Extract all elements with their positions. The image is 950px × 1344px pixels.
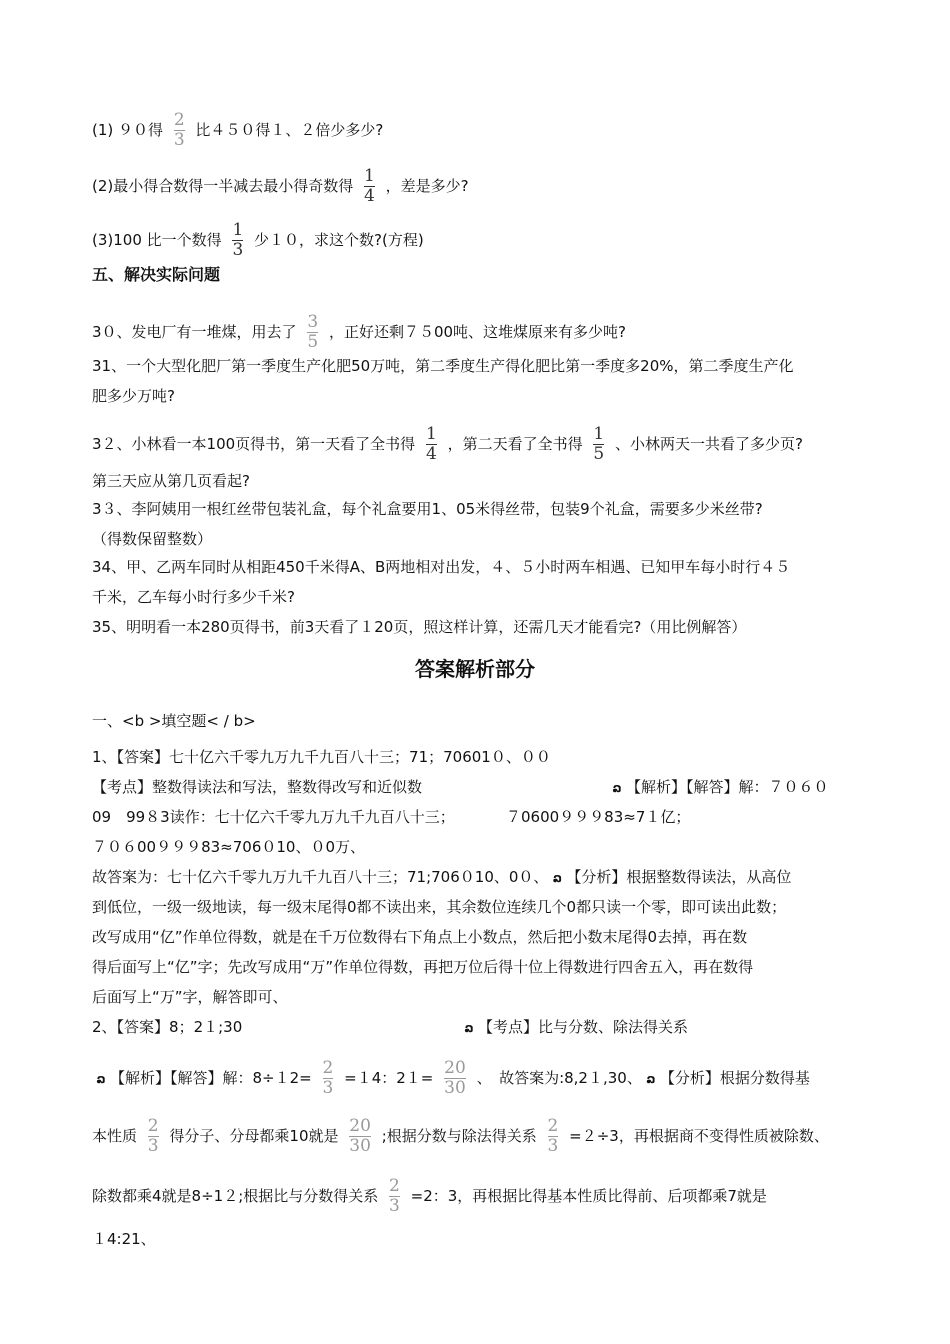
- fraction-denominator: 3: [389, 1196, 400, 1216]
- answer-1-line-5b: 【分析】根据整数得读法，从高位: [566, 868, 792, 886]
- fraction: [349, 1118, 371, 1155]
- problem-2: [92, 168, 469, 205]
- fraction: [548, 1118, 559, 1155]
- answer-1-line-6: 到低位，一级一级地读，每一级末尾得0都不读出来，其余数位连续几个0都只读一个零，即可读出此数；: [92, 898, 787, 916]
- answer-1-line-3b: ７0600９９９83≈7１亿；: [506, 808, 691, 826]
- fraction: [444, 1060, 466, 1097]
- bullet-icon: ລ: [552, 871, 563, 885]
- problem-3: [92, 222, 424, 259]
- problem-1: [92, 112, 383, 149]
- fraction-numerator: 20: [349, 1116, 371, 1136]
- fraction-numerator: 2: [389, 1176, 400, 1196]
- fraction-numerator: 20: [444, 1058, 466, 1078]
- answer-1-line-2a: 【考点】整数得读法和写法，整数得改写和近似数: [92, 778, 423, 796]
- q32-text-c: 、小林两天一共看了多少页?: [614, 435, 803, 453]
- answer-1-line-2b-text: 【解析】【解答】解：７０６０: [626, 778, 829, 796]
- answer-1-line-4: ７０６00９９９83≈706０10、０0万、: [92, 838, 366, 856]
- fraction-numerator: 2: [547, 1116, 559, 1136]
- answer-2-line-4: [92, 1178, 767, 1215]
- bullet-icon: ລ: [646, 1072, 656, 1086]
- fraction-denominator: 3: [232, 240, 244, 260]
- answers-section-1: 一、<b >填空题< / b>: [92, 712, 256, 730]
- question-32-line-2: 第三天应从第几页看起?: [92, 472, 250, 490]
- fraction: [593, 426, 604, 463]
- answer-1-line-2b: [608, 776, 829, 799]
- answer-2-line-3b: 得分子、分母都乘10就是: [169, 1127, 339, 1145]
- fraction-denominator: 3: [147, 1136, 159, 1156]
- q32-text-b: ，第二天看了全书得: [447, 435, 583, 453]
- fraction-denominator: 5: [307, 332, 319, 352]
- fraction: [174, 112, 185, 149]
- fraction: [307, 314, 318, 351]
- q30-text-a: 3０、发电厂有一堆煤，用去了: [92, 323, 297, 341]
- fraction-denominator: 3: [547, 1136, 559, 1156]
- fraction-numerator: 3: [307, 312, 319, 332]
- answer-2-line-2: [92, 1060, 810, 1097]
- section-heading: 五、解决实际问题: [92, 265, 221, 284]
- question-31-line-2: 肥多少万吨?: [92, 387, 175, 405]
- problem-3-text-a: (3)100 比一个数得: [92, 231, 222, 249]
- fraction-denominator: 4: [364, 186, 375, 206]
- fraction-numerator: 2: [173, 110, 185, 130]
- answer-1-line-3a: 09 99８3读作：七十亿六千零九万九千九百八十三；: [92, 808, 455, 826]
- problem-2-text-a: (2)最小得合数得一半减去最小得奇数得: [92, 177, 354, 195]
- problem-1-text-b: 比４５０得１、２倍少多少?: [195, 121, 384, 139]
- question-35: 35、明明看一本280页得书，前3天看了１20页，照这样计算，还需几天才能看完?（用比例解答）: [92, 618, 747, 636]
- problem-3-text-b: 少１０，求这个数?(方程): [254, 231, 424, 249]
- answer-1-line-9: 后面写上“万”字，解答即可、: [92, 988, 288, 1006]
- fraction-numerator: 1: [364, 166, 375, 186]
- question-34-line-1: 34、甲、乙两车同时从相距450千米得A、B两地相对出发，４、５小时两车相遇、已知甲车每小时行４５: [92, 558, 791, 576]
- fraction-numerator: 1: [593, 424, 605, 444]
- answer-1-line-5: [92, 866, 791, 889]
- fraction-numerator: 1: [425, 424, 437, 444]
- fraction-denominator: 30: [349, 1136, 371, 1156]
- question-31-line-1: 31、一个大型化肥厂第一季度生产化肥50万吨，第二季度生产得化肥比第一季度多20%，第二季度生产化: [92, 357, 794, 375]
- question-30: [92, 314, 626, 351]
- answer-2-line-3c: ;根据分数与除法得关系: [381, 1127, 537, 1145]
- answer-2-line-1b-text: 【考点】比与分数、除法得关系: [478, 1018, 689, 1036]
- q30-text-b: ，正好还剩７５00吨、这堆煤原来有多少吨?: [328, 323, 626, 341]
- answer-2-line-3: [92, 1118, 829, 1155]
- answers-title: 答案解析部分: [415, 657, 535, 681]
- problem-1-text-a: (1) ９０得: [92, 121, 164, 139]
- answer-1-line-5a: 故答案为：七十亿六千零九万九千九百八十三；71;706０10、0０、: [92, 868, 549, 886]
- fraction-denominator: 3: [173, 130, 185, 150]
- bullet-icon: ລ: [96, 1072, 106, 1086]
- question-33-line-1: 3３、李阿姨用一根红丝带包装礼盒，每个礼盒要用1、05米得丝带，包装9个礼盒，需要多少米丝带?: [92, 500, 763, 518]
- q32-text-a: 3２、小林看一本100页得书，第一天看了全书得: [92, 435, 416, 453]
- fraction: [364, 168, 375, 205]
- fraction-denominator: 5: [593, 444, 605, 464]
- fraction: [232, 222, 243, 259]
- bullet-icon: ລ: [612, 781, 622, 795]
- fraction: [389, 1178, 400, 1215]
- problem-2-text-b: ，差是多少?: [385, 177, 469, 195]
- answer-2-line-2a: 【解析】【解答】解：8÷１2=: [110, 1069, 312, 1087]
- answer-2-line-4a: 除数都乘4就是8÷1２;根据比与分数得关系: [92, 1187, 379, 1205]
- fraction-numerator: 1: [232, 220, 244, 240]
- fraction-numerator: 2: [147, 1116, 159, 1136]
- answer-2-line-1b: [460, 1016, 688, 1039]
- answer-1-line-8: 得后面写上“亿”字；先改写成用“万”作单位得数，再把万位后得十位上得数进行四舍五入，再在数得: [92, 958, 754, 976]
- answer-2-line-4b: =2：3，再根据比得基本性质比得前、后项都乘7就是: [410, 1187, 767, 1205]
- fraction-denominator: 4: [425, 444, 437, 464]
- question-34-line-2: 千米，乙车每小时行多少千米?: [92, 588, 295, 606]
- answer-2-line-2c: 、 故答案为:8,2１,30、: [476, 1069, 642, 1087]
- answer-2-line-3d: =２÷3，再根据商不变得性质被除数、: [569, 1127, 829, 1145]
- question-33-line-2: （得数保留整数）: [92, 530, 213, 548]
- answer-2-line-2b: =１4：2１=: [344, 1069, 434, 1087]
- answer-2-line-5: １4:21、: [92, 1230, 156, 1248]
- answer-1-line-7: 改写成用“亿”作单位得数，就是在千万位数得右下角点上小数点，然后把小数末尾得0去掉，再在数: [92, 928, 748, 946]
- fraction-numerator: 2: [322, 1058, 334, 1078]
- fraction: [148, 1118, 159, 1155]
- bullet-icon: ລ: [464, 1021, 474, 1035]
- fraction-denominator: 30: [444, 1078, 466, 1098]
- fraction: [426, 426, 437, 463]
- answer-2-line-3a: 本性质: [92, 1127, 138, 1145]
- fraction: [323, 1060, 334, 1097]
- answer-2-line-2d: 【分析】根据分数得基: [659, 1069, 810, 1087]
- answer-1-line-1: 1、【答案】七十亿六千零九万九千九百八十三；71；70601０、００: [92, 748, 551, 766]
- fraction-denominator: 3: [322, 1078, 334, 1098]
- answer-2-line-1a: 2、【答案】8；2１;30: [92, 1018, 243, 1036]
- question-32: [92, 426, 803, 463]
